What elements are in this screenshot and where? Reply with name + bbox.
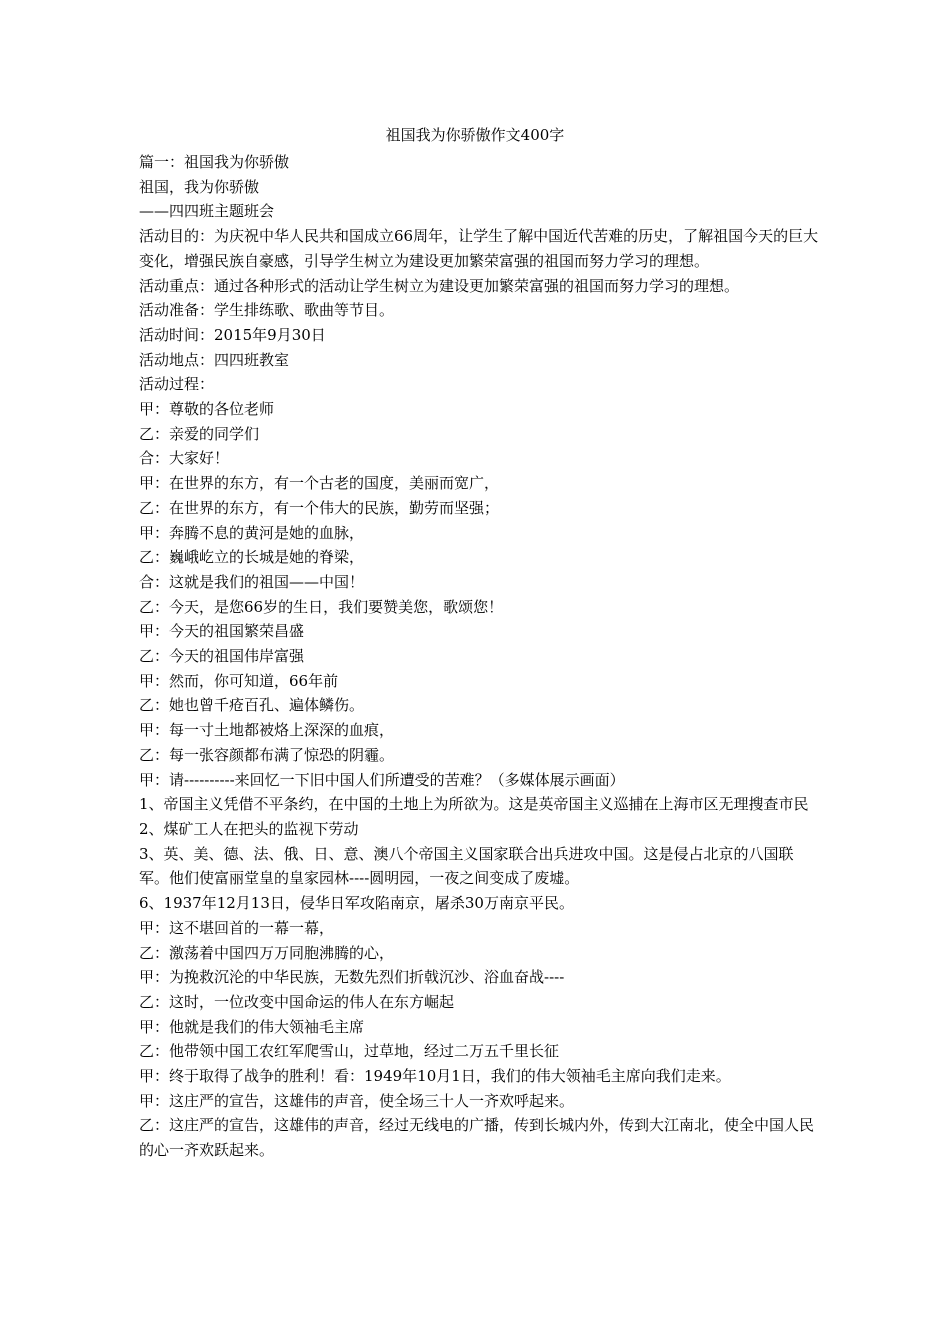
paragraph: 甲：然而，你可知道，66年前 <box>139 671 339 690</box>
paragraph: 活动地点：四四班教室 <box>139 350 290 369</box>
document-title: 祖国我为你骄傲作文400字 <box>385 126 565 144</box>
paragraph: 乙：这庄严的宣告，这雄伟的声音，经过无线电的广播，传到长城内外，传到大江南北，使全中国人民的心一齐欢跃起来。 <box>139 1116 815 1160</box>
paragraph: 活动过程： <box>139 375 215 394</box>
paragraph: 乙：激荡着中国四万万同胞沸腾的心， <box>139 943 395 962</box>
paragraph: 3、英、美、德、法、俄、日、意、澳八个帝国主义国家联合出兵进攻中国。这是侵占北京的八国联军。他们使富丽堂皇的皇家园林----圆明园，一夜之间变成了废墟。 <box>139 844 794 888</box>
paragraph: 合：大家好！ <box>139 449 230 468</box>
paragraph: 甲：终于取得了战争的胜利！看：1949年10月1日，我们的伟大领袖毛主席向我们走来。 <box>139 1067 731 1086</box>
paragraph: 乙：他带领中国工农红军爬雪山，过草地，经过二万五千里长征 <box>139 1042 560 1061</box>
paragraph: 甲：为挽救沉沦的中华民族，无数先烈们折戟沉沙、浴血奋战---- <box>139 968 565 987</box>
paragraph: 活动准备：学生排练歌、歌曲等节目。 <box>139 301 395 320</box>
paragraph: 篇一：祖国我为你骄傲 <box>139 153 290 171</box>
paragraph: 乙：巍峨屹立的长城是她的脊梁， <box>139 548 365 567</box>
paragraph: 活动目的：为庆祝中华人民共和国成立66周年，让学生了解中国近代苦难的历史，了解祖国今天的巨大变化，增强民族自豪感，引导学生树立为建设更加繁荣富强的祖国而努力学习的理想。 <box>139 227 819 270</box>
paragraph: ——四四班主题班会 <box>139 202 275 221</box>
paragraph: 6、1937年12月13日，侵华日军攻陷南京，屠杀30万南京平民。 <box>139 894 574 913</box>
document-body <box>139 150 819 1163</box>
paragraph: 甲：这庄严的宣告，这雄伟的声音，使全场三十人一齐欢呼起来。 <box>139 1091 575 1110</box>
paragraph: 甲：在世界的东方，有一个古老的国度，美丽而宽广， <box>139 474 500 493</box>
paragraph: 1、帝国主义凭借不平条约，在中国的土地上为所欲为。这是英帝国主义巡捕在上海市区无理搜查市民 <box>139 795 809 814</box>
paragraph: 甲：奔腾不息的黄河是她的血脉， <box>139 523 365 542</box>
paragraph: 活动重点：通过各种形式的活动让学生树立为建设更加繁荣富强的祖国而努力学习的理想。 <box>139 276 740 295</box>
paragraph: 甲：请----------来回忆一下旧中国人们所遭受的苦难？（多媒体展示画面） <box>139 770 625 789</box>
paragraph: 乙：今天，是您66岁的生日，我们要赞美您，歌颂您！ <box>139 597 504 616</box>
paragraph: 甲：他就是我们的伟大领袖毛主席 <box>139 1017 365 1036</box>
paragraph: 乙：这时，一位改变中国命运的伟人在东方崛起 <box>139 992 455 1011</box>
paragraph: 甲：今天的祖国繁荣昌盛 <box>139 622 305 641</box>
paragraph: 祖国，我为你骄傲 <box>139 177 260 196</box>
paragraph: 乙：每一张容颜都布满了惊恐的阴霾。 <box>139 745 395 764</box>
paragraph: 乙：在世界的东方，有一个伟大的民族，勤劳而坚强； <box>139 498 500 517</box>
paragraph: 甲：每一寸土地都被烙上深深的血痕， <box>139 721 395 740</box>
paragraph: 甲：尊敬的各位老师 <box>139 400 275 419</box>
paragraph: 乙：亲爱的同学们 <box>139 424 260 443</box>
paragraph: 乙：今天的祖国伟岸富强 <box>139 647 305 666</box>
paragraph: 乙：她也曾千疮百孔、遍体鳞伤。 <box>139 696 365 715</box>
paragraph: 2、煤矿工人在把头的监视下劳动 <box>139 819 359 838</box>
paragraph: 合：这就是我们的祖国——中国！ <box>139 572 365 591</box>
paragraph: 活动时间：2015年9月30日 <box>139 325 326 344</box>
paragraph: 甲：这不堪回首的一幕一幕， <box>139 918 335 937</box>
